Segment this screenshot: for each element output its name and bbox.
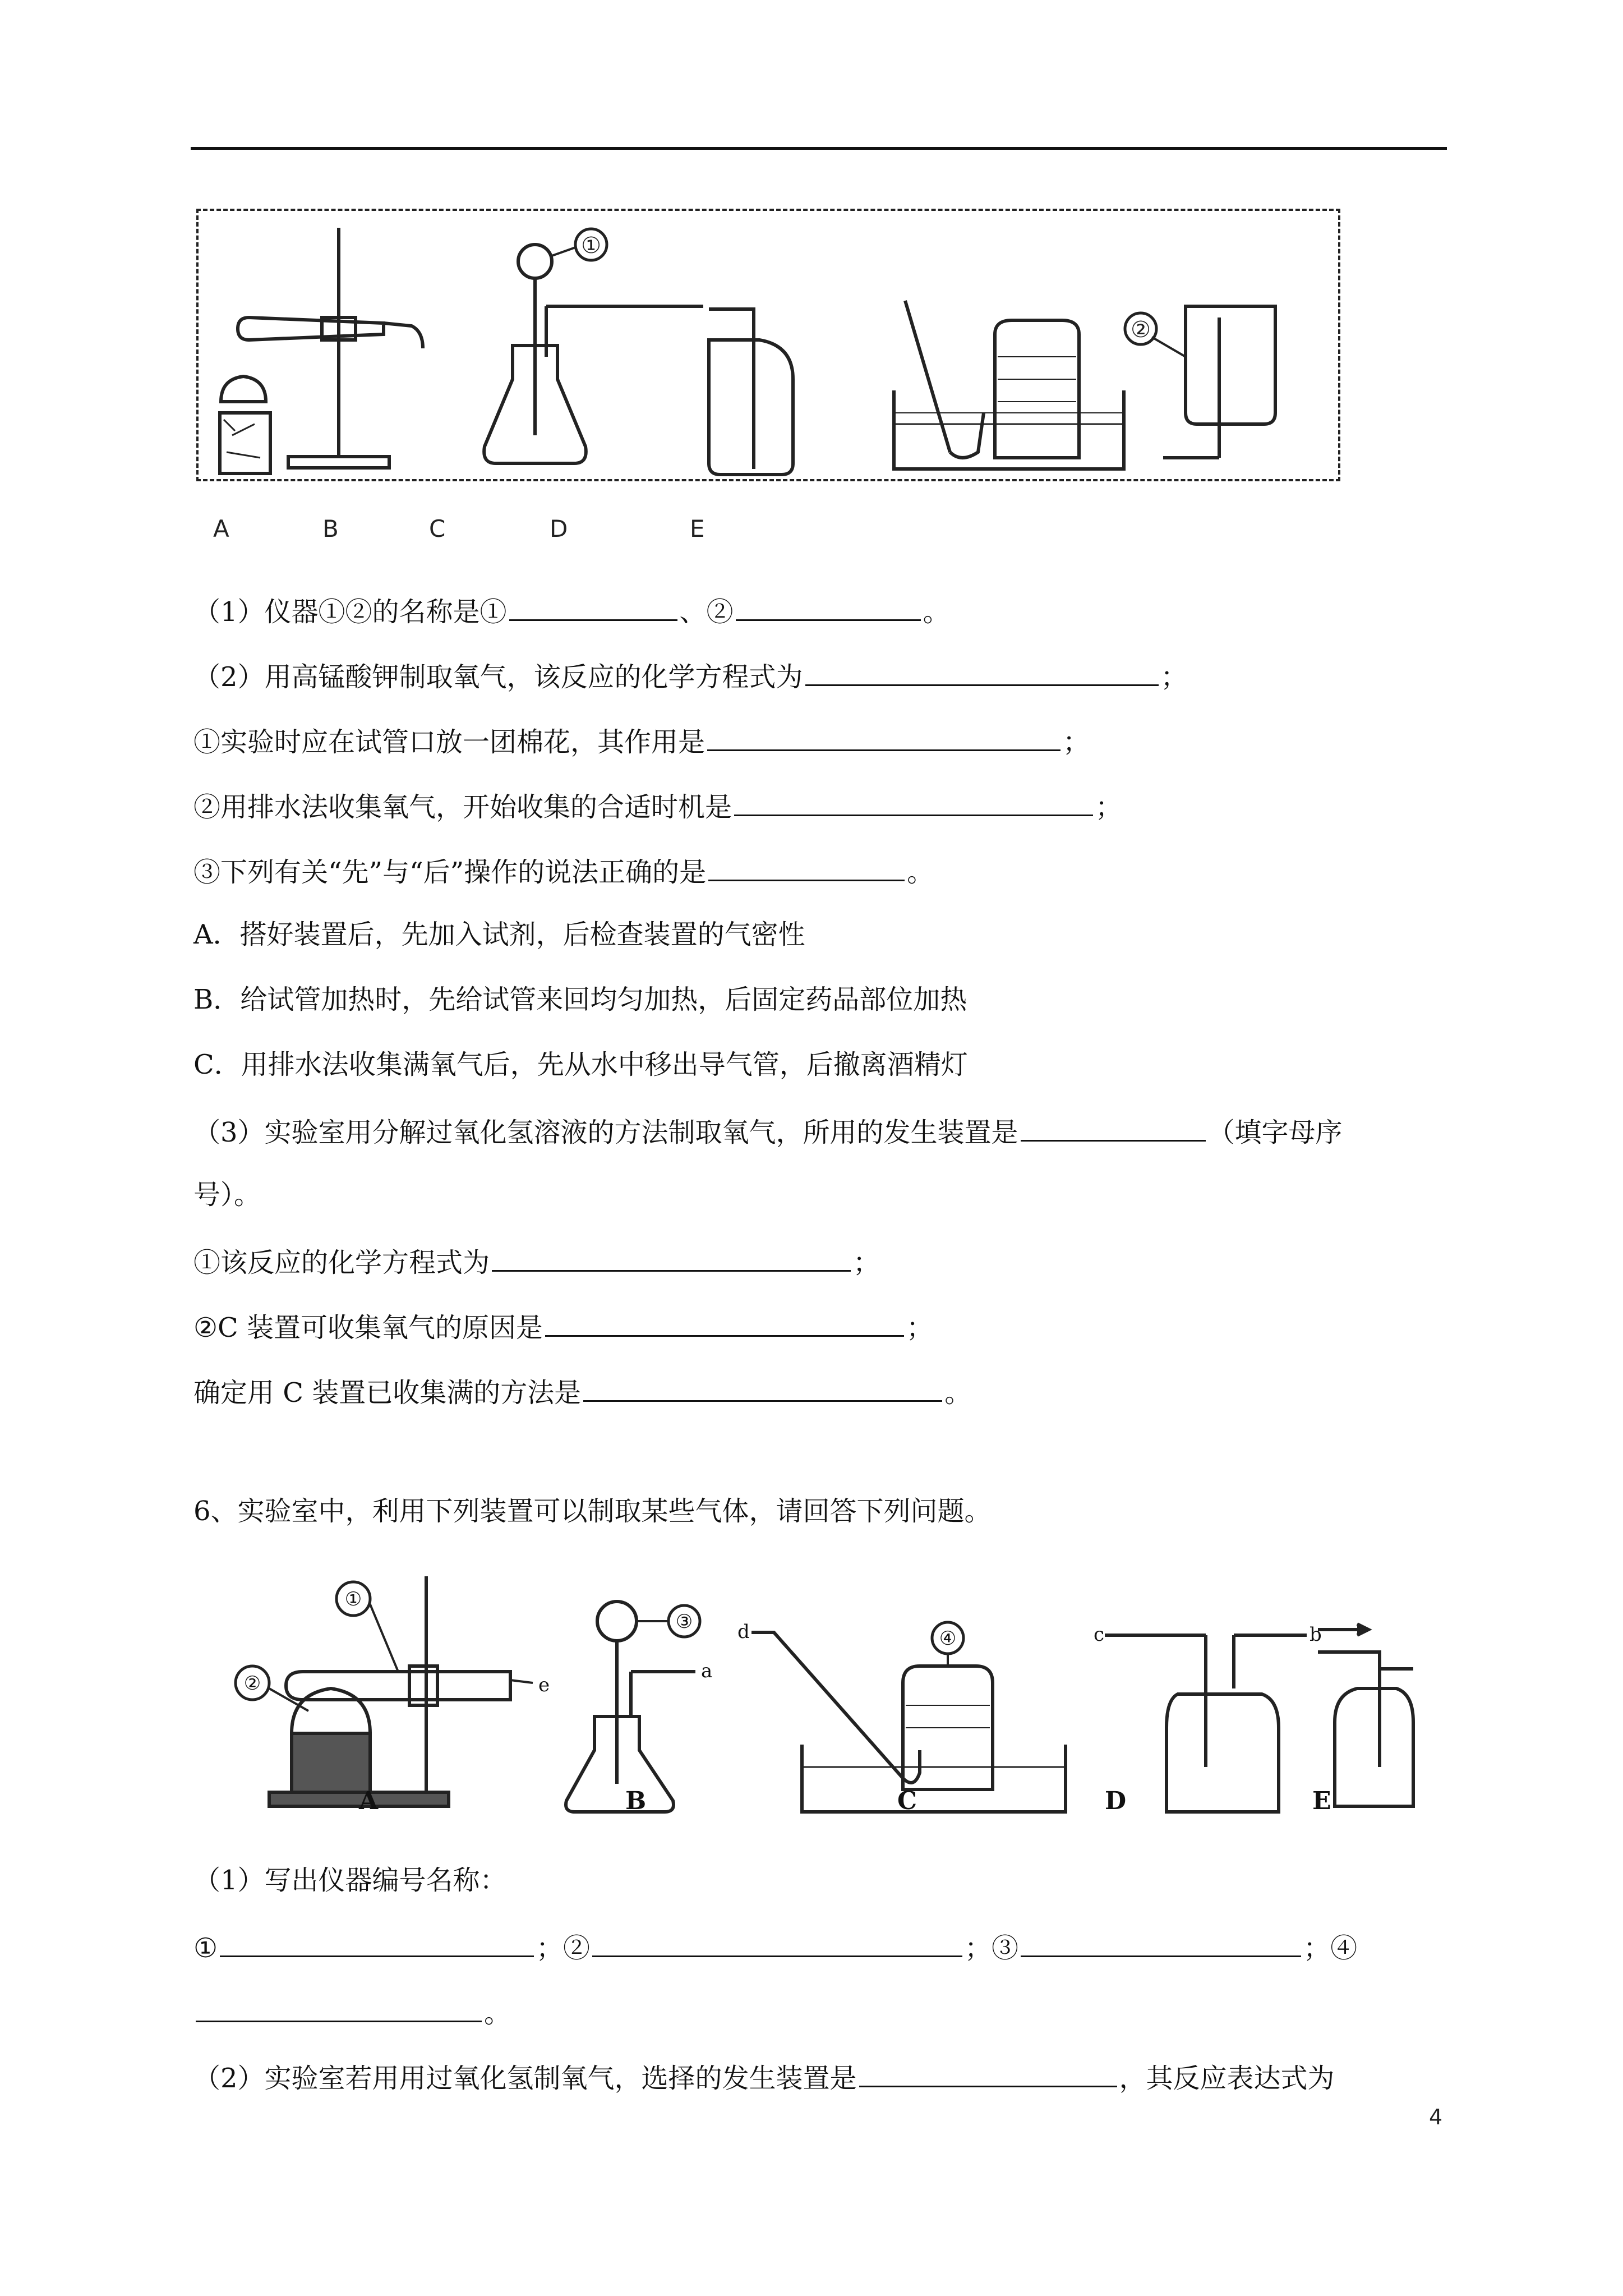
q5-option-c: C．用排水法收集满氧气后，先从水中移出导气管，后撤离酒精灯: [193, 1049, 968, 1080]
page-number: 4: [1429, 2105, 1443, 2129]
q5-part2b: ②用排水法收集氧气，开始收集的合适时机是 ；: [193, 788, 1122, 824]
test-tube: [286, 1672, 510, 1700]
port-a: a: [701, 1660, 713, 1682]
collecting-bottle: [995, 320, 1079, 458]
callout-2: ②: [243, 1672, 261, 1695]
q5-part3-cont: 号）。: [193, 1179, 261, 1211]
answer-blank[interactable]: [736, 592, 921, 621]
conical-flask: [566, 1717, 674, 1812]
gas-washing-bottle: [1166, 1694, 1279, 1812]
iron-stand-base: [288, 457, 389, 468]
callout-3: ③: [675, 1611, 693, 1633]
apparatus-figure-1: [196, 209, 1340, 481]
answer-blank[interactable]: [196, 1994, 482, 2022]
callout-1: ①: [581, 233, 601, 259]
figure2-label-d: D: [1105, 1787, 1127, 1815]
figure2-label-c: C: [897, 1787, 917, 1815]
figure1-label-b: B: [322, 515, 339, 542]
callout-1: ①: [344, 1588, 362, 1611]
funnel-bulb: [597, 1602, 637, 1641]
delivery-tube-d: [751, 1632, 920, 1783]
figure2-label-b: B: [625, 1787, 647, 1815]
figure1-label-c: C: [429, 515, 446, 542]
header-rule: [191, 147, 1447, 150]
figure2-label-e: E: [1312, 1787, 1331, 1815]
answer-blank[interactable]: [1021, 1929, 1301, 1957]
port-c: c: [1094, 1623, 1105, 1646]
alcohol-lamp: [221, 376, 266, 402]
delivery-tube-E: [905, 301, 950, 452]
figure1-label-a: A: [213, 515, 229, 542]
collecting-bottle-e: [1335, 1688, 1413, 1806]
port-b: b: [1310, 1623, 1322, 1646]
figure1-label-e: E: [690, 515, 705, 542]
port-e: e: [538, 1674, 550, 1696]
inverted-bottle: [1186, 306, 1275, 424]
q6-part1-blanks-cont: 。: [193, 1994, 511, 2030]
callout-4: ④: [939, 1627, 957, 1650]
answer-blank[interactable]: [805, 657, 1159, 686]
figure2-label-a: A: [359, 1787, 379, 1815]
answer-blank[interactable]: [1021, 1113, 1206, 1142]
lamp-base: [220, 413, 270, 473]
q5-part2c: ③下列有关“先”与“后”操作的说法正确的是 。: [193, 853, 934, 889]
answer-blank[interactable]: [509, 592, 677, 621]
test-tube: [238, 318, 384, 340]
q5-part3c: 确定用 C 装置已收集满的方法是 。: [193, 1373, 971, 1410]
q5-option-b: B．给试管加热时，先给试管来回均匀加热，后固定药品部位加热: [193, 984, 967, 1015]
gas-bottle: [709, 340, 793, 475]
delivery-tube-A: [384, 323, 423, 348]
q6-part1: （1）写出仪器编号名称：: [193, 1865, 507, 1896]
answer-blank[interactable]: [220, 1929, 534, 1957]
lamp-block: [292, 1733, 370, 1795]
funnel-bulb: [518, 245, 552, 278]
callout-2: ②: [1131, 317, 1151, 343]
q5-part3a: ①该反应的化学方程式为 ；: [193, 1243, 880, 1280]
apparatus-drawing-1: [199, 211, 1343, 484]
port-d: d: [737, 1621, 750, 1643]
alcohol-lamp: [292, 1688, 370, 1733]
answer-blank[interactable]: [583, 1373, 942, 1402]
answer-blank[interactable]: [707, 723, 1061, 751]
answer-blank[interactable]: [859, 2059, 1117, 2087]
answer-blank[interactable]: [492, 1243, 851, 1272]
q5-part2: （2）用高锰酸钾制取氧气，该反应的化学方程式为 ；: [193, 657, 1188, 694]
q5-part1: （1）仪器①②的名称是① 、② 。: [193, 592, 950, 629]
q6-part2: （2）实验室若用用过氧化氢制氧气，选择的发生装置是 ，其反应表达式为: [193, 2059, 1335, 2095]
water-trough: [802, 1745, 1066, 1812]
q5-part3: （3）实验室用分解过氧化氢溶液的方法制取氧气，所用的发生装置是 （填字母序: [193, 1113, 1343, 1149]
answer-blank[interactable]: [545, 1308, 904, 1337]
answer-blank[interactable]: [592, 1929, 962, 1957]
answer-blank[interactable]: [734, 788, 1093, 816]
apparatus-figure-2: [213, 1565, 1419, 1829]
q5-part3b: ②C 装置可收集氧气的原因是 ；: [193, 1308, 933, 1345]
q5-option-a: A．搭好装置后，先加入试剂，后检查装置的气密性: [193, 919, 805, 950]
figure1-label-d: D: [550, 515, 568, 542]
q6-part1-blanks: ① ；② ；③ ；④: [193, 1929, 1357, 1965]
answer-blank[interactable]: [708, 853, 905, 881]
q6-title: 6、实验室中，利用下列装置可以制取某些气体，请回答下列问题。: [193, 1496, 992, 1527]
q5-part2a: ①实验时应在试管口放一团棉花，其作用是 ；: [193, 723, 1090, 759]
apparatus-drawing-2: [213, 1565, 1419, 1829]
